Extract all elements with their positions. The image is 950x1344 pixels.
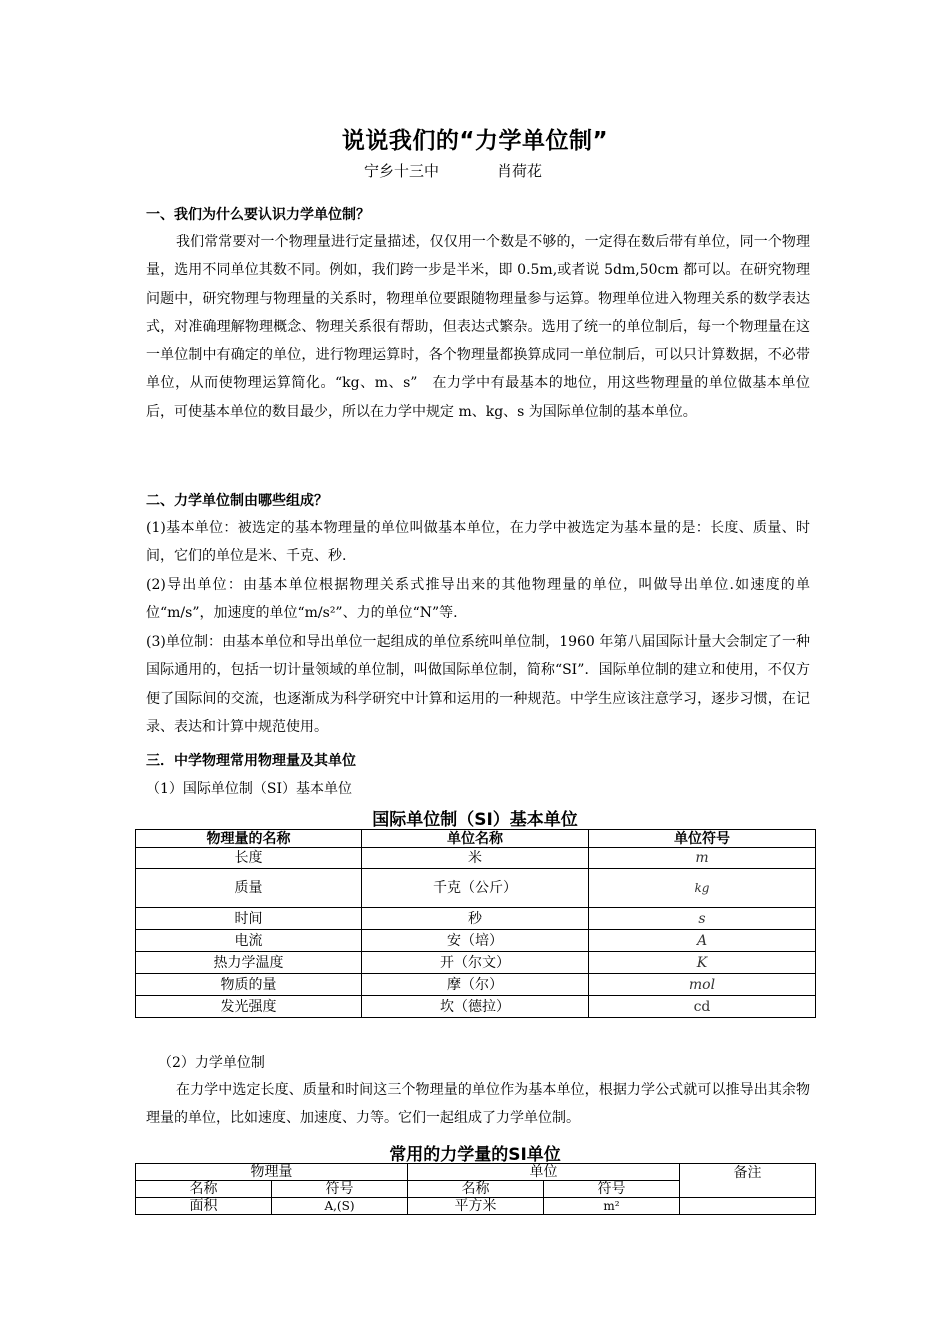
table2-sub-header: 名称 (408, 1181, 544, 1198)
table2-group-header: 物理量 (136, 1164, 408, 1181)
table-cell: kg (589, 869, 816, 908)
page-title: 说说我们的“力学单位制” (341, 128, 609, 154)
si-base-units-table (135, 829, 816, 1018)
table-cell: 质量 (136, 869, 362, 908)
table-row (136, 996, 816, 1018)
section2-item2: (2)导出单位：由基本单位根据物理关系式推导出来的其他物理量的单位，叫做导出单位.如速度的单位“m/s”，加速度的单位“m/s²”、力的单位“N”等. (146, 577, 810, 622)
table-cell: A,(S) (272, 1198, 408, 1215)
table-cell: 秒 (362, 908, 589, 930)
table-cell: 摩（尔） (362, 974, 589, 996)
author-name: 肖荷花 (497, 162, 543, 180)
author-school: 宁乡十三中 (364, 162, 440, 180)
section2-item3: (3)单位制：由基本单位和导出单位一起组成的单位系统叫单位制，1960 年第八届国际计量大会制定了一种国际通用的，包括一切计量领域的单位制，叫做国际单位制，简称“SI”．国际单位制的建立和使用，不仅方便了国际间的交流，也逐渐成为科学研究中计算和运用的一种规范。中学生应该注意学习，逐步习惯，在记录、表达和计算中规范使用。 (146, 634, 810, 735)
table-row (136, 952, 816, 974)
table-cell: 千克（公斤） (362, 869, 589, 908)
table-row (136, 869, 816, 908)
table2-sub-header: 名称 (136, 1181, 272, 1198)
section3-sub1: （1）国际单位制（SI）基本单位 (146, 781, 353, 797)
table-cell: m² (544, 1198, 680, 1215)
table2-group-header: 单位 (408, 1164, 680, 1181)
mechanics-si-units-table (135, 1163, 816, 1215)
table-row (136, 908, 816, 930)
table1-header: 物理量的名称 (136, 830, 362, 848)
table-row (136, 974, 816, 996)
table-cell: 开（尔文） (362, 952, 589, 974)
section1-body: 我们常常要对一个物理量进行定量描述，仅仅用一个数是不够的，一定得在数后带有单位，同一个物理量，选用不同单位其数不同。例如，我们跨一步是半米，即 0.5m,或者说 5dm,50cm 都可以。在研究物理问题中，研究物理与物理量的关系时，物理单位要跟随物理量参与运算。物理单位进入物理关系的数学表达式，对准确理解物理概念、物理关系很有帮助，但表达式繁杂。选用了统一的单位制后，每一个物理量在这一单位制中有确定的单位，进行物理运算时，各个物理量都换算成同一单位制后，可以只计算数据，不必带单位，从而使物理运算简化。“kg、m、s” 在力学中有最基本的地位，用这些物理量的单位做基本单位后，可使基本单位的数目最少，所以在力学中规定 m、kg、s 为国际单位制的基本单位。 (146, 234, 810, 420)
table2-sub-header: 符号 (544, 1181, 680, 1198)
table-cell: 热力学温度 (136, 952, 362, 974)
section1-heading: 一、我们为什么要认识力学单位制？ (146, 207, 370, 223)
table-cell: cd (589, 996, 816, 1018)
section3-heading: 三．中学物理常用物理量及其单位 (146, 753, 356, 769)
table-cell: 面积 (136, 1198, 272, 1215)
table-cell: K (589, 952, 816, 974)
section2-heading: 二、力学单位制由哪些组成？ (146, 493, 328, 509)
section3-sub2-body: 在力学中选定长度、质量和时间这三个物理量的单位作为基本单位，根据力学公式就可以推导出其余物理量的单位，比如速度、加速度、力等。它们一起组成了力学单位制。 (146, 1082, 810, 1127)
table-cell (680, 1198, 816, 1215)
table-cell: 电流 (136, 930, 362, 952)
table1-header: 单位符号 (589, 830, 816, 848)
section2-item1: (1)基本单位：被选定的基本物理量的单位叫做基本单位，在力学中被选定为基本量的是：长度、质量、时间，它们的单位是米、千克、秒. (146, 520, 810, 565)
table1-header: 单位名称 (362, 830, 589, 848)
table-cell: m (589, 848, 816, 869)
table-cell: s (589, 908, 816, 930)
table-row (136, 1198, 816, 1215)
table-cell: 平方米 (408, 1198, 544, 1215)
table-row (136, 930, 816, 952)
table2-group-header: 备注 (680, 1164, 816, 1198)
section3-sub2: （2）力学单位制 (158, 1055, 265, 1071)
table-cell: 安（培） (362, 930, 589, 952)
table-cell: 长度 (136, 848, 362, 869)
table2-sub-header: 符号 (272, 1181, 408, 1198)
table-cell: 发光强度 (136, 996, 362, 1018)
table-cell: 时间 (136, 908, 362, 930)
table1-caption: 国际单位制（SI）基本单位 (372, 810, 578, 830)
table-cell: 米 (362, 848, 589, 869)
table-cell: mol (589, 974, 816, 996)
table-cell: A (589, 930, 816, 952)
table-cell: 坎（德拉） (362, 996, 589, 1018)
table-cell: 物质的量 (136, 974, 362, 996)
table2-caption: 常用的力学量的SI单位 (389, 1145, 561, 1165)
table-row (136, 848, 816, 869)
